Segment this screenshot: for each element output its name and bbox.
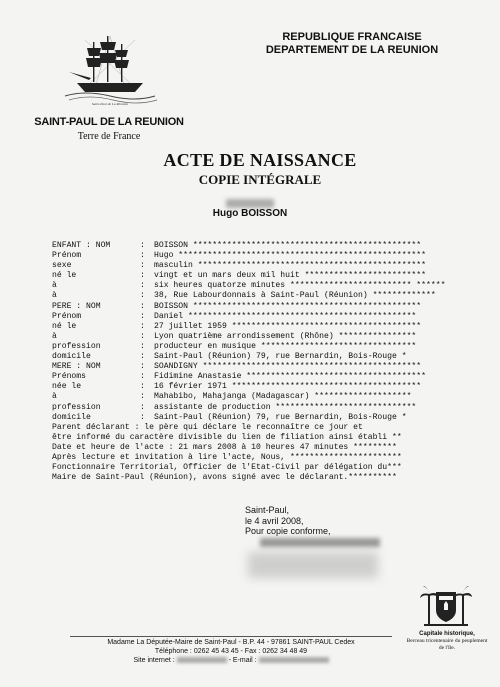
record-row bbox=[52, 362, 488, 372]
palm-emblem-icon bbox=[420, 578, 472, 628]
signature-copy: Pour copie conforme, bbox=[245, 526, 331, 536]
record-separator: : bbox=[140, 251, 145, 261]
record-label: profession bbox=[52, 402, 101, 412]
record-row bbox=[52, 312, 488, 322]
record-row bbox=[52, 271, 488, 281]
record-value: Saint-Paul (Réunion) 79, rue Bernardin, Bois-Rouge * bbox=[154, 412, 407, 422]
record-value: producteur en musique ******************************** bbox=[154, 341, 417, 351]
record-value: BOISSON *********************************************** bbox=[154, 241, 422, 250]
record-separator: : bbox=[140, 311, 145, 321]
record-separator: : bbox=[140, 331, 145, 341]
record-separator: : bbox=[140, 291, 145, 301]
record-value: 38, Rue Labourdonnais à Saint-Paul (Réunion) ************* bbox=[154, 291, 436, 301]
record-value: assistante de production ***************************** bbox=[154, 402, 417, 412]
record-value: Fidimine Anastasie ************************************* bbox=[154, 372, 426, 382]
record-row bbox=[52, 372, 488, 382]
republique-label: REPUBLIQUE FRANCAISE bbox=[282, 31, 422, 43]
city-ship-logo bbox=[55, 28, 165, 106]
record-separator: : bbox=[140, 341, 145, 351]
record-row bbox=[52, 392, 488, 402]
emblem-subcaption: Berceau tricentenaire du peuplement de l'Ile. bbox=[406, 638, 488, 651]
logo-caption: Saint-Paul de La Réunion bbox=[91, 102, 129, 106]
footer-address: Madame La Députée-Maire de Saint-Paul - B.P. 44 - 97861 SAINT-PAUL Cedex bbox=[107, 639, 355, 646]
record-value: 16 février 1971 *************************************** bbox=[154, 382, 422, 392]
redacted-officer-name bbox=[260, 538, 380, 547]
signature-date: le 4 avril 2008, bbox=[245, 515, 304, 526]
record-value: six heures quatorze minutes ************************* ****** bbox=[154, 281, 446, 291]
record-row bbox=[52, 322, 488, 332]
record-separator: : bbox=[140, 372, 145, 382]
signature-block bbox=[245, 505, 331, 537]
authority-block bbox=[252, 31, 452, 57]
record-separator: : bbox=[140, 301, 145, 311]
record-separator: : bbox=[140, 382, 145, 392]
declaration-line: Maire de Saint-Paul (Réunion), avons signé avec le déclarant.********** bbox=[52, 473, 397, 483]
record-row bbox=[52, 302, 488, 312]
record-value: BOISSON *********************************************** bbox=[154, 301, 422, 311]
record-separator: : bbox=[140, 352, 145, 362]
footer-divider bbox=[70, 636, 392, 637]
record-label: profession bbox=[52, 341, 101, 351]
record-label: né le bbox=[52, 321, 77, 331]
redacted-act-number bbox=[226, 199, 274, 208]
record-label: domicile bbox=[52, 352, 91, 362]
record-row bbox=[52, 281, 488, 291]
record-row bbox=[52, 342, 488, 352]
record-value: Hugo *************************************************** bbox=[154, 251, 426, 261]
record-value: vingt et un mars deux mil huit ************************* bbox=[154, 271, 426, 281]
footer bbox=[70, 638, 392, 665]
declaration-line: Fonctionnaire Territorial, Officier de l'Etat-Civil par délégation du*** bbox=[52, 463, 402, 473]
record-separator: : bbox=[140, 412, 145, 422]
record-value: Lyon quatrième arrondissement (Rhône) **************** bbox=[154, 331, 417, 341]
record-row bbox=[52, 403, 488, 413]
signature-place: Saint-Paul, bbox=[245, 505, 290, 515]
record-label: à bbox=[52, 281, 57, 291]
footer-web bbox=[70, 656, 392, 665]
record-label: à bbox=[52, 331, 57, 341]
record-row bbox=[52, 291, 488, 301]
footer-email-label: - E-mail : bbox=[228, 657, 257, 664]
record-label: MERE : NOM bbox=[52, 362, 101, 372]
record-label: Prénom bbox=[52, 311, 82, 321]
record-row bbox=[52, 332, 488, 342]
record-label: à bbox=[52, 291, 57, 301]
record-row bbox=[52, 251, 488, 261]
declaration-line: être informé du caractère divisible du lien de filiation ainsi établi ** bbox=[52, 432, 402, 442]
subject-name: Hugo BOISSON bbox=[212, 208, 288, 219]
record-row bbox=[52, 261, 488, 271]
emblem-caption: Capitale historique, bbox=[419, 631, 475, 637]
departement-label: DEPARTEMENT DE LA REUNION bbox=[265, 44, 439, 56]
record-row bbox=[52, 382, 488, 392]
footer-phone: Téléphone : 0262 45 43 45 - Fax : 0262 34 48 49 bbox=[154, 648, 308, 655]
record-value: Mahabibo, Mahajanga (Madagascar) ******************** bbox=[154, 392, 412, 402]
record-row bbox=[52, 413, 488, 423]
record-label: ENFANT : NOM bbox=[52, 241, 111, 250]
record-separator: : bbox=[140, 281, 145, 291]
record-separator: : bbox=[140, 271, 145, 281]
city-name: SAINT-PAUL DE LA REUNION bbox=[34, 116, 184, 128]
country-label: Terre de France bbox=[77, 131, 141, 142]
redacted-website bbox=[177, 657, 227, 663]
record-separator: : bbox=[140, 402, 145, 412]
record-separator: : bbox=[140, 362, 145, 372]
footer-site-label: Site internet : bbox=[133, 657, 175, 664]
record-value: Daniel *********************************************** bbox=[154, 311, 417, 321]
record-label: Prénom bbox=[52, 251, 82, 261]
record-label: domicile bbox=[52, 412, 91, 422]
record-label: Prénoms bbox=[52, 372, 86, 382]
record-separator: : bbox=[140, 261, 145, 271]
document-title: ACTE DE NAISSANCE bbox=[163, 150, 357, 170]
record-label: sexe bbox=[52, 261, 72, 271]
record-label: née le bbox=[52, 382, 82, 392]
record-separator: : bbox=[140, 392, 145, 402]
declaration-line: Date et heure de l'acte : 21 mars 2008 à 10 heures 47 minutes ********* bbox=[52, 442, 397, 452]
record-value: masculin *********************************************** bbox=[154, 261, 426, 271]
declaration-line: Parent déclarant : le père qui déclare le reconnaître ce jour et bbox=[52, 422, 363, 432]
document-subtitle: COPIE INTÉGRALE bbox=[198, 172, 322, 187]
record-row bbox=[52, 241, 488, 251]
record-row bbox=[52, 352, 488, 362]
record-label: né le bbox=[52, 271, 77, 281]
record-value: Saint-Paul (Réunion) 79, rue Bernardin, Bois-Rouge * bbox=[154, 352, 407, 362]
record-block bbox=[52, 241, 488, 483]
record-value: 27 juillet 1959 *************************************** bbox=[154, 321, 422, 331]
record-label: PERE : NOM bbox=[52, 301, 101, 311]
redacted-email bbox=[259, 657, 329, 663]
redacted-signature bbox=[248, 552, 378, 578]
record-value: SOANDIGNY ********************************************* bbox=[154, 362, 422, 372]
record-label: à bbox=[52, 392, 57, 402]
record-separator: : bbox=[140, 241, 145, 250]
record-separator: : bbox=[140, 321, 145, 331]
declaration-line: Après lecture et invitation à lire l'acte, Nous, *********************** bbox=[52, 452, 402, 462]
